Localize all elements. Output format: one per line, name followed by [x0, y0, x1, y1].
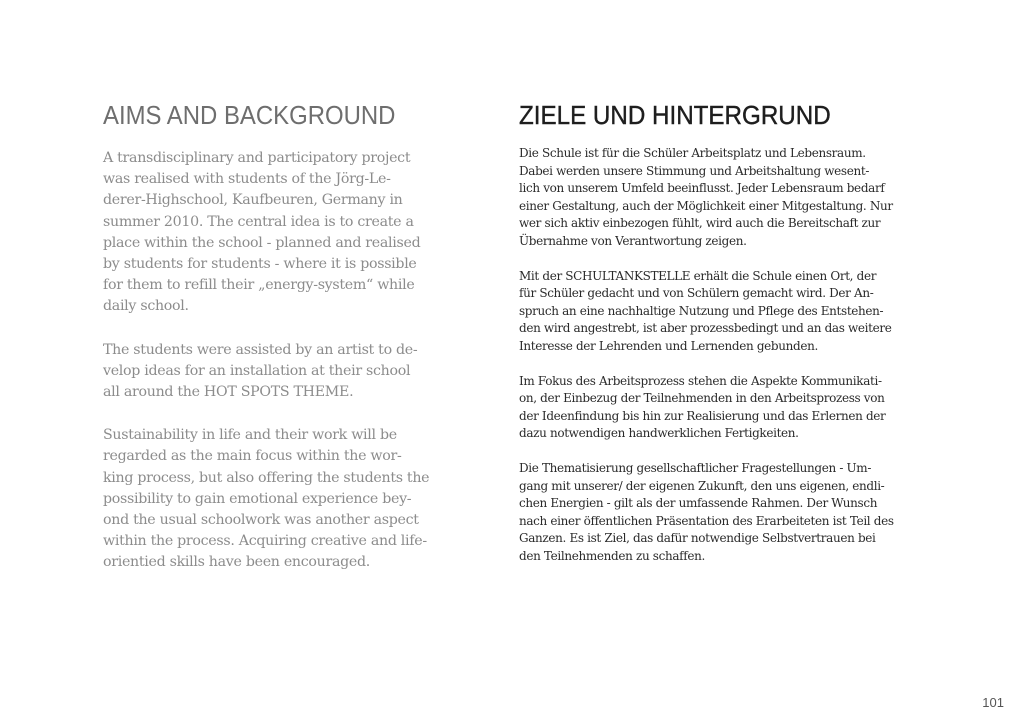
german-paragraph-2: Mit der SCHULTANKSTELLE erhält die Schule einen Ort, der für Schüler gedacht und von Schülern gemacht wird. Der An- spruch an eine nachhaltige Nutzung und Pflege des Entstehen- den wird angestrebt, ist aber prozessbedingt und an das weitere Interesse der Lehrenden und Lernenden gebunden.	[519, 268, 892, 353]
german-body	[519, 145, 939, 582]
german-paragraph-4: Die Thematisierung gesellschaftlicher Fragestellungen - Um- gang mit unserer/ der eigenen Zukunft, den uns eigenen, endli- chen Energien - gilt als der umfassende Rahmen. Der Wunsch nach einer öffentlichen Präsentation des Erarbeiteten ist Teil des Ganzen. Es ist Ziel, das dafür notwendige Selbstvertrauen bei den Teilnehmenden zu schaffen.	[519, 460, 894, 563]
german-heading: ZIELE UND HINTERGRUND	[519, 100, 831, 130]
page-number: 101	[982, 695, 1004, 710]
english-heading: AIMS AND BACKGROUND	[103, 100, 396, 130]
german-paragraph-3: Im Fokus des Arbeitsprozess stehen die Aspekte Kommunikati- on, der Einbezug der Teilnehmenden in den Arbeitsprozess von der Ideenfindung bis hin zur Realisierung und das Erlernen der dazu notwendigen handwerklichen Fertigkeiten.	[519, 373, 886, 441]
english-paragraph-1: A transdisciplinary and participatory project was realised with students of the Jörg-Le- derer-Highschool, Kaufbeuren, Germany in summer 2010. The central idea is to create a place within the school - planned and realised by students for students - where it is possible for them to refill their „energy-system“ while daily school.	[103, 150, 421, 315]
german-paragraph-1: Die Schule ist für die Schüler Arbeitsplatz und Lebensraum. Dabei werden unsere Stimmung und Arbeitshaltung wesent- lich von unserem Umfeld beeinflusst. Jeder Lebensraum bedarf einer Gestaltung, auch der Möglichkeit einer Mitgestaltung. Nur wer sich aktiv einbezogen fühlt, wird auch die Bereitschaft zur Übernahme von Verantwortung zeigen.	[519, 146, 893, 248]
english-body	[103, 148, 473, 596]
english-paragraph-3: Sustainability in life and their work will be regarded as the main focus within the wor- king process, but also offering the students the possibility to gain emotional experience bey- ond the usual schoolwork was another aspect within the process. Acquiring creative and life- orientied skills have been encouraged.	[103, 427, 430, 571]
english-paragraph-2: The students were assisted by an artist to de- velop ideas for an installation at their school all around the HOT SPOTS THEME.	[103, 341, 418, 401]
